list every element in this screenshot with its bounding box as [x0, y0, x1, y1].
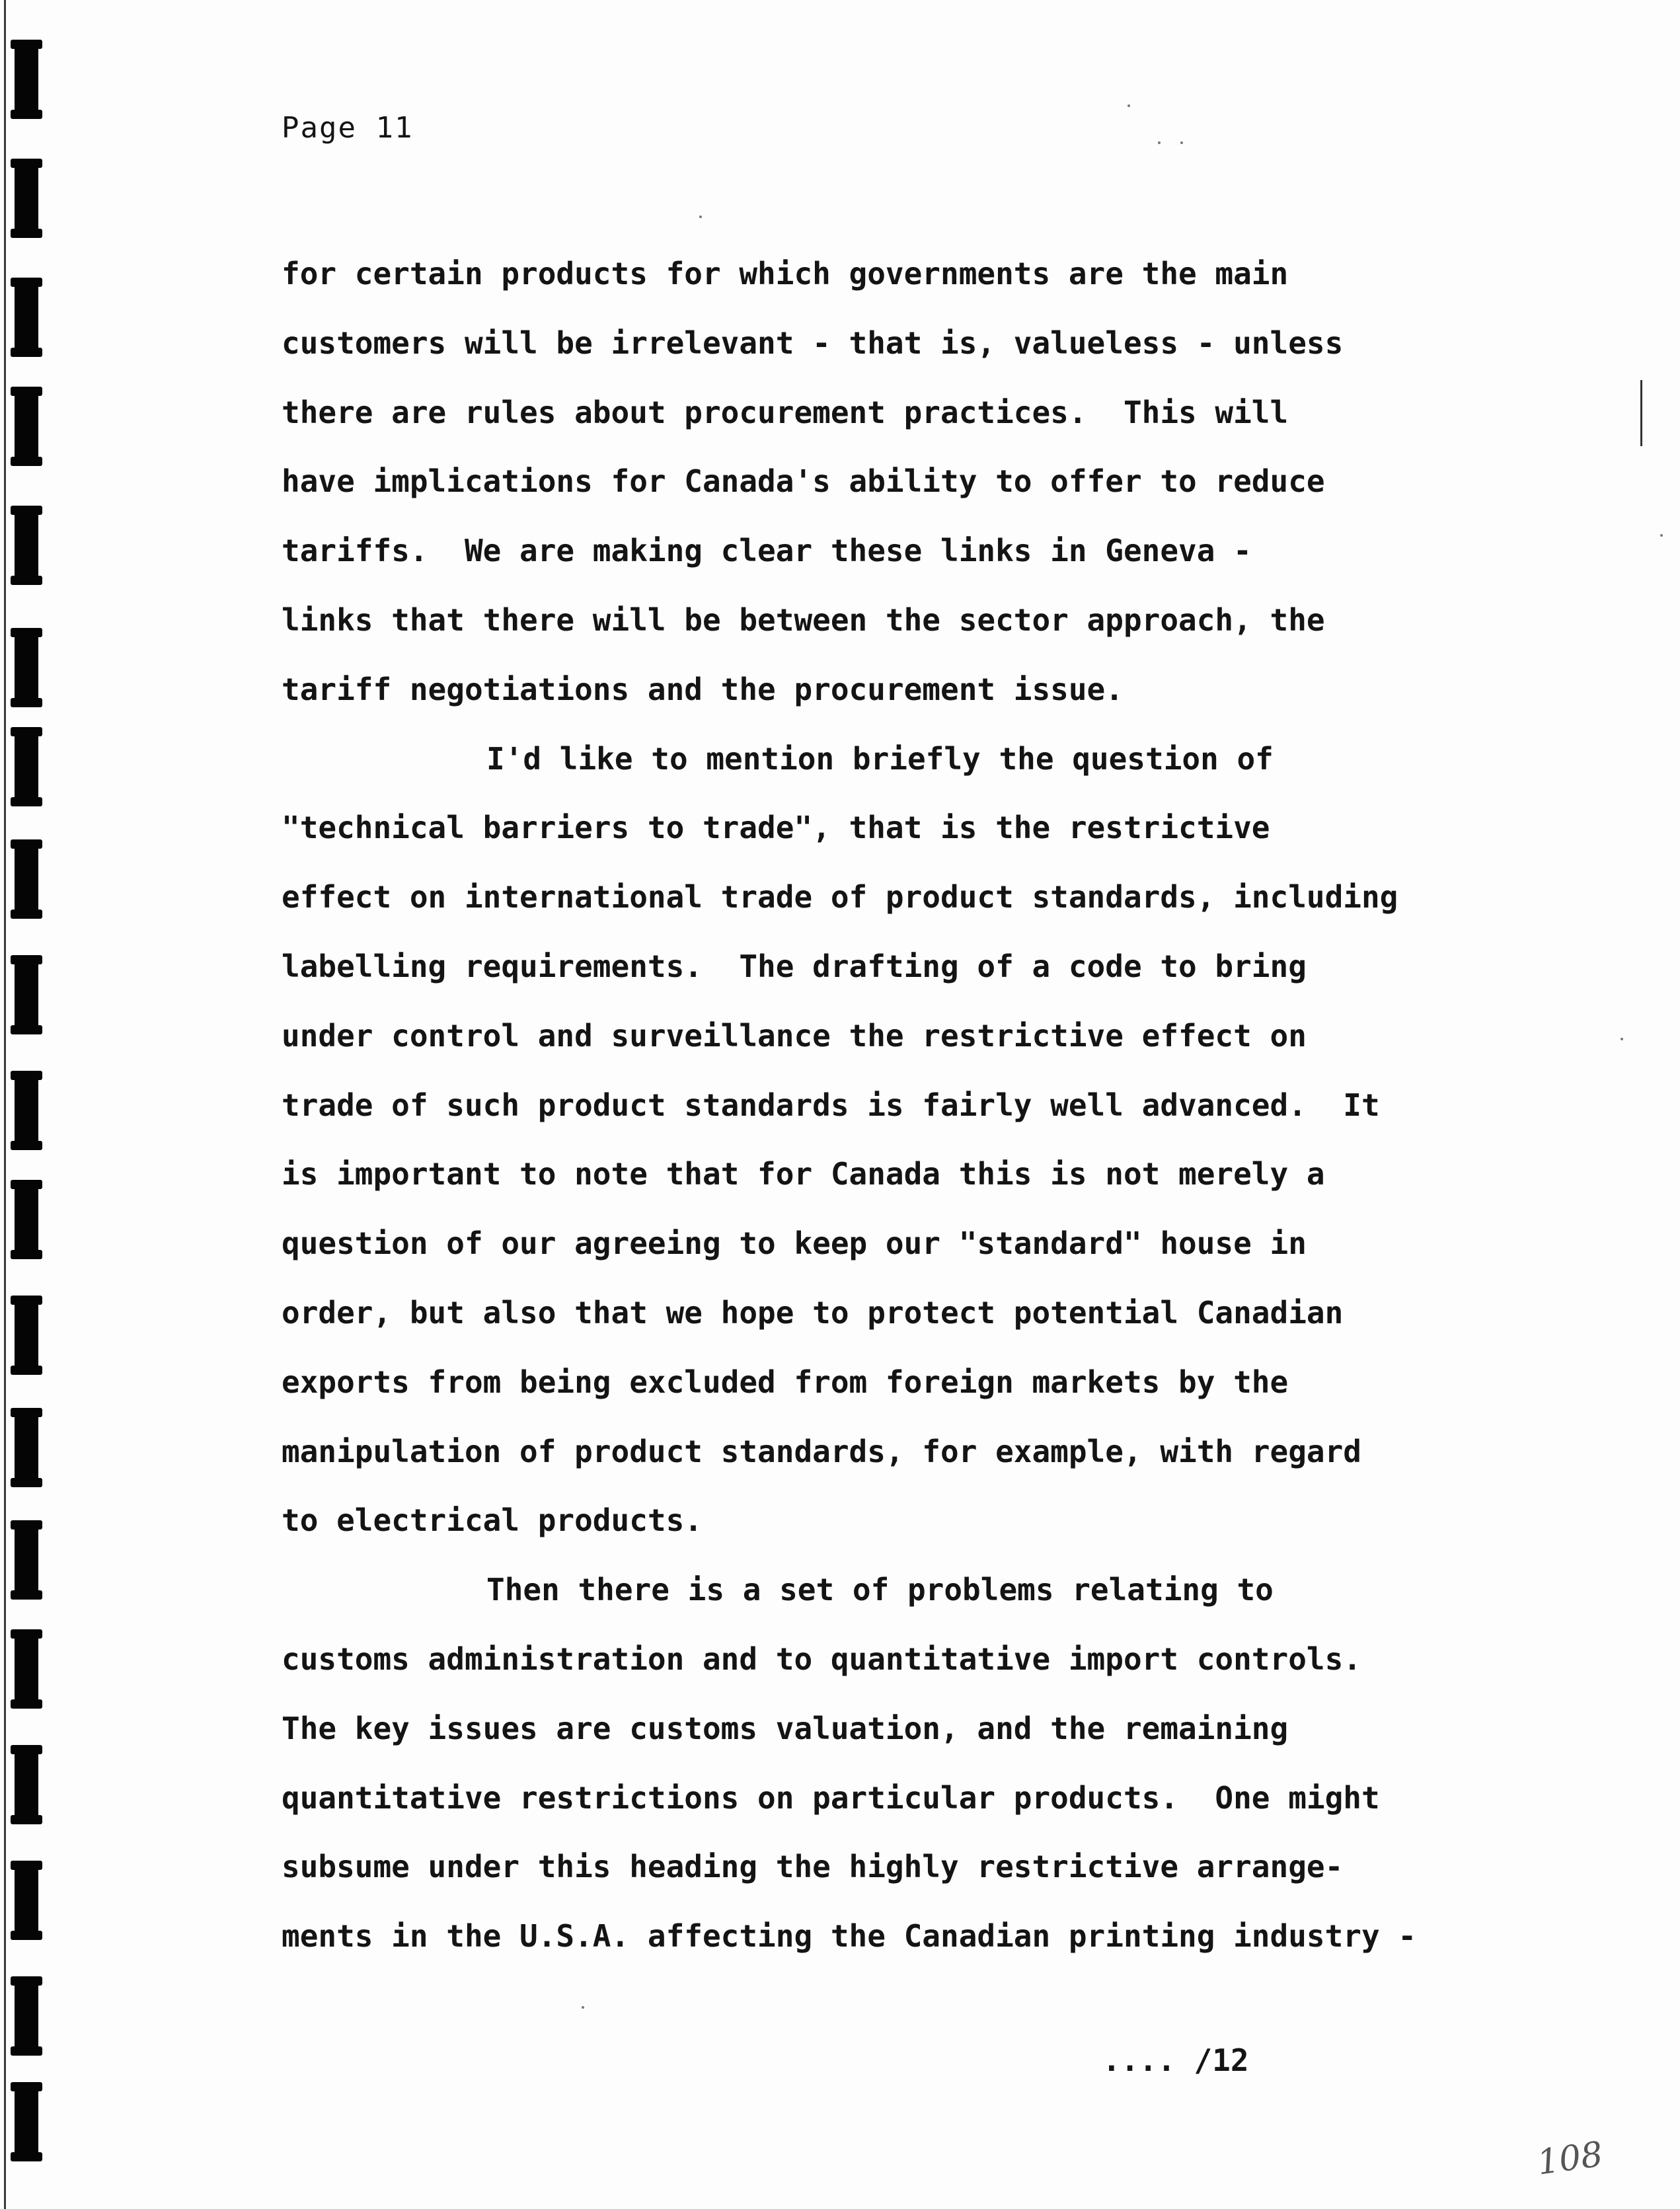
binding-hole [15, 1520, 38, 1600]
text-line: for certain products for which governments are the main [282, 256, 1289, 291]
scan-speck [699, 215, 702, 218]
text-line: to electrical products. [282, 1502, 703, 1539]
page-number: Page 11 [282, 111, 414, 145]
binding-hole [15, 1180, 38, 1259]
margin-mark [1640, 380, 1642, 446]
binding-edge [4, 0, 6, 2209]
binding-hole [15, 278, 38, 357]
text-line: have implications for Canada's ability to offer to reduce [282, 463, 1325, 500]
text-line: manipulation of product standards, for example, with regard [282, 1433, 1361, 1469]
text-line: trade of such product standards is fairly well advanced. It [282, 1087, 1380, 1123]
scan-speck [1158, 141, 1161, 144]
text-line: under control and surveillance the restrictive effect on [282, 1017, 1307, 1054]
text-line: "technical barriers to trade", that is the restrictive [282, 810, 1270, 846]
scan-speck [1660, 534, 1663, 537]
text-line: is important to note that for Canada this is not merely a [282, 1156, 1325, 1192]
text-line: The key issues are customs valuation, and the remaining [282, 1710, 1289, 1746]
binding-hole [15, 955, 38, 1034]
body-text [282, 239, 1577, 1971]
text-line: exports from being excluded from foreign markets by the [282, 1364, 1289, 1400]
binding-hole [15, 727, 38, 806]
text-line: labelling requirements. The drafting of a code to bring [282, 948, 1307, 984]
binding-hole [15, 1408, 38, 1487]
text-line: I'd like to mention briefly the question of [486, 740, 1274, 777]
text-line: there are rules about procurement practices. This will [282, 394, 1289, 430]
binding-hole [15, 839, 38, 919]
binding-hole [15, 628, 38, 707]
binding-hole [15, 387, 38, 466]
scan-speck [1621, 1038, 1623, 1040]
text-line: effect on international trade of product standards, including [282, 879, 1398, 915]
text-line: subsume under this heading the highly restrictive arrange- [282, 1849, 1344, 1885]
binding-hole [15, 1629, 38, 1709]
binding-hole [15, 1745, 38, 1824]
text-line: customs administration and to quantitative import controls. [282, 1641, 1361, 1677]
binding-hole [15, 1071, 38, 1150]
text-line: links that there will be between the sector approach, the [282, 601, 1325, 638]
binding-hole [15, 40, 38, 119]
text-line: question of our agreeing to keep our "standard" house in [282, 1225, 1307, 1262]
continuation-marker: .... /12 [1102, 2042, 1249, 2078]
handwritten-page-number: 108 [1535, 2134, 1605, 2183]
binding-hole [15, 159, 38, 238]
text-line: quantitative restrictions on particular products. One might [282, 1779, 1380, 1816]
binding-hole [15, 2082, 38, 2161]
scan-speck [1180, 141, 1183, 144]
text-line: order, but also that we hope to protect potential Canadian [282, 1294, 1344, 1331]
scan-speck [1127, 104, 1130, 107]
scan-speck [582, 2006, 584, 2009]
text-line: ments in the U.S.A. affecting the Canadian printing industry - [282, 1918, 1417, 1955]
binding-hole [15, 506, 38, 585]
text-line: Then there is a set of problems relating to [486, 1572, 1274, 1608]
binding-hole [15, 1976, 38, 2056]
binding-hole [15, 1296, 38, 1375]
binding-hole [15, 1861, 38, 1940]
text-line: tariffs. We are making clear these links in Geneva - [282, 533, 1252, 569]
text-line: customers will be irrelevant - that is, valueless - unless [282, 325, 1344, 361]
text-line: tariff negotiations and the procurement issue. [282, 671, 1124, 707]
